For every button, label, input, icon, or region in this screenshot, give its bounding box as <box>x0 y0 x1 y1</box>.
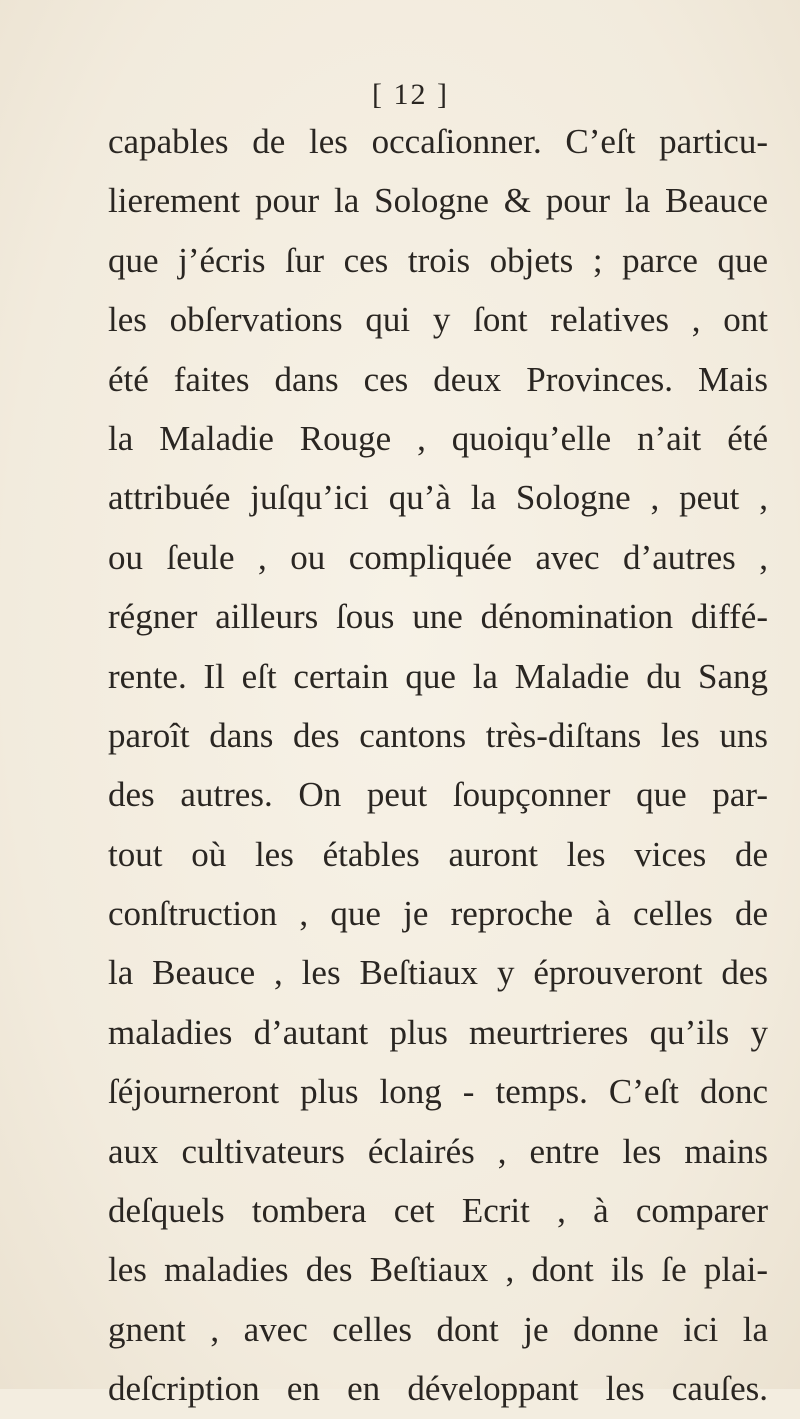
text-line: maladies d’autant plus meurtrieres qu’ils y <box>108 1012 768 1052</box>
text-line: capables de les occaſionner. C’eſt particu- <box>108 122 768 161</box>
text-line: les obſervations qui y ſont relatives , ont <box>108 300 768 340</box>
text-line: rente. Il eſt certain que la Maladie du Sang <box>108 656 768 696</box>
page-number: [ 12 ] <box>372 78 449 111</box>
text-line: des autres. On peut ſoupçonner que par- <box>108 775 768 815</box>
text-line: ſéjourneront plus long - temps. C’eſt donc <box>108 1072 768 1112</box>
text-line: la Maladie Rouge , quoiqu’elle n’ait été <box>108 418 768 458</box>
text-line: gnent , avec celles dont je donne ici la <box>108 1309 768 1349</box>
text-line: ou ſeule , ou compliquée avec d’autres , <box>108 537 768 577</box>
body-text <box>108 112 768 1419</box>
text-line: deſquels tombera cet Ecrit , à comparer <box>108 1191 768 1231</box>
text-line: conſtruction , que je reproche à celles de <box>108 894 768 934</box>
text-line: été faites dans ces deux Provinces. Mais <box>108 359 768 399</box>
text-line: régner ailleurs ſous une dénomination diffé- <box>108 597 768 637</box>
text-line: aux cultivateurs éclairés , entre les mains <box>108 1131 768 1171</box>
text-line: attribuée juſqu’ici qu’à la Sologne , peut , <box>108 478 768 518</box>
text-line: la Beauce , les Beſtiaux y éprouveront des <box>108 953 768 993</box>
text-line: deſcription en en développant les cauſes. <box>108 1369 768 1409</box>
text-line: que j’écris ſur ces trois objets ; parce que <box>108 240 768 280</box>
text-line: lierement pour la Sologne & pour la Beauce <box>108 181 768 221</box>
text-line: paroît dans des cantons très-diſtans les uns <box>108 715 768 755</box>
text-line: tout où les étables auront les vices de <box>108 834 768 874</box>
text-line: les maladies des Beſtiaux , dont ils ſe plai- <box>108 1250 768 1290</box>
